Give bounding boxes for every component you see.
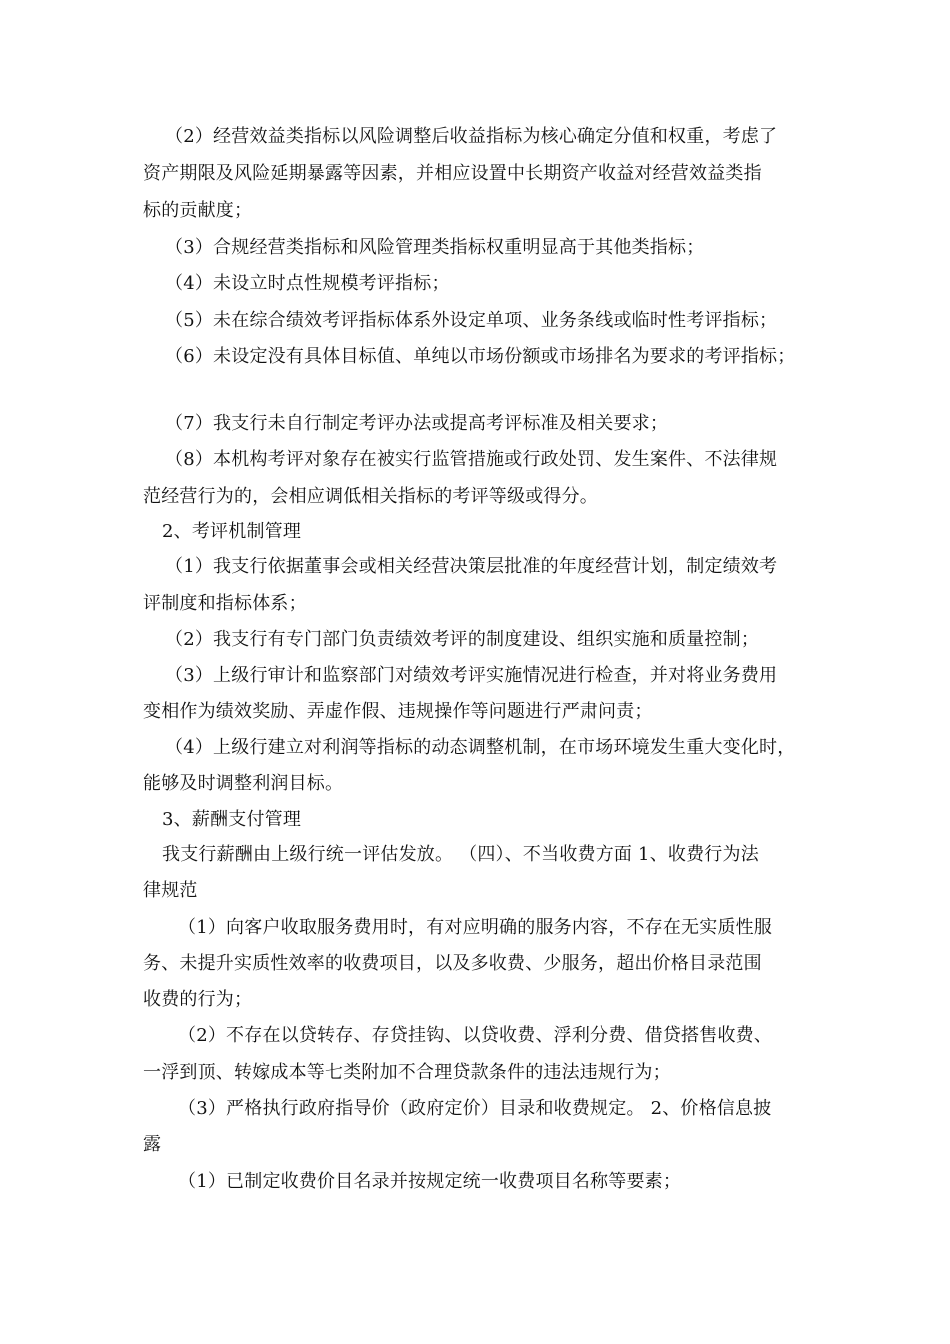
paragraph-line: （2）不存在以贷转存、存贷挂钩、以贷收费、浮利分费、借贷搭售收费、 [178,1025,773,1046]
paragraph-line: （7）我支行未自行制定考评办法或提高考评标准及相关要求； [165,413,669,434]
section-heading: 2、考评机制管理 [162,521,302,542]
paragraph-line: 我支行薪酬由上级行统一评估发放。 （四）、不当收费方面 1、收费行为法 [162,844,759,865]
paragraph-line: 变相作为绩效奖励、弄虚作假、违规操作等问题进行严肃问责； [143,701,653,722]
paragraph-line: 一浮到顶、转嫁成本等七类附加不合理贷款条件的违法违规行为； [143,1062,671,1083]
paragraph-line: （2）我支行有专门部门负责绩效考评的制度建设、组织实施和质量控制； [165,629,760,650]
section-heading: 3、薪酬支付管理 [162,809,302,830]
paragraph-line: 露 [143,1134,162,1155]
paragraph-line: 律规范 [143,880,198,901]
paragraph-line: （1）向客户收取服务费用时，有对应明确的服务内容，不存在无实质性服 [178,917,773,938]
paragraph-line: （3）严格执行政府指导价（政府定价）目录和收费规定。 2、价格信息披 [178,1098,772,1119]
paragraph-line: 评制度和指标体系； [143,593,307,614]
paragraph-line: （3）上级行审计和监察部门对绩效考评实施情况进行检查，并对将业务费用 [165,665,778,686]
paragraph-line: （2）经营效益类指标以风险调整后收益指标为核心确定分值和权重，考虑了 [165,126,778,147]
paragraph-line: （1）已制定收费价目名录并按规定统一收费项目名称等要素； [178,1171,682,1192]
paragraph-line: （1）我支行依据董事会或相关经营决策层批准的年度经营计划，制定绩效考 [165,556,778,577]
paragraph-line: （8）本机构考评对象存在被实行监管措施或行政处罚、发生案件、不法律规 [165,449,778,470]
paragraph-line: （5）未在综合绩效考评指标体系外设定单项、业务条线或临时性考评指标； [165,310,778,331]
paragraph-line: 能够及时调整利润目标。 [143,773,344,794]
paragraph-line: 标的贡献度； [143,200,253,221]
paragraph-line: （3）合规经营类指标和风险管理类指标权重明显高于其他类指标； [165,237,705,258]
paragraph-line: （4）上级行建立对利润等指标的动态调整机制，在市场环境发生重大变化时， [165,737,796,758]
paragraph-line: （6）未设定没有具体目标值、单纯以市场份额或市场排名为要求的考评指标； [165,346,796,367]
paragraph-line: （4）未设立时点性规模考评指标； [165,273,450,294]
paragraph-line: 务、未提升实质性效率的收费项目，以及多收费、少服务，超出价格目录范围 [143,953,762,974]
paragraph-line: 范经营行为的，会相应调低相关指标的考评等级或得分。 [143,486,598,507]
paragraph-line: 资产期限及风险延期暴露等因素，并相应设置中长期资产收益对经营效益类指 [143,163,762,184]
paragraph-line: 收费的行为； [143,989,253,1010]
